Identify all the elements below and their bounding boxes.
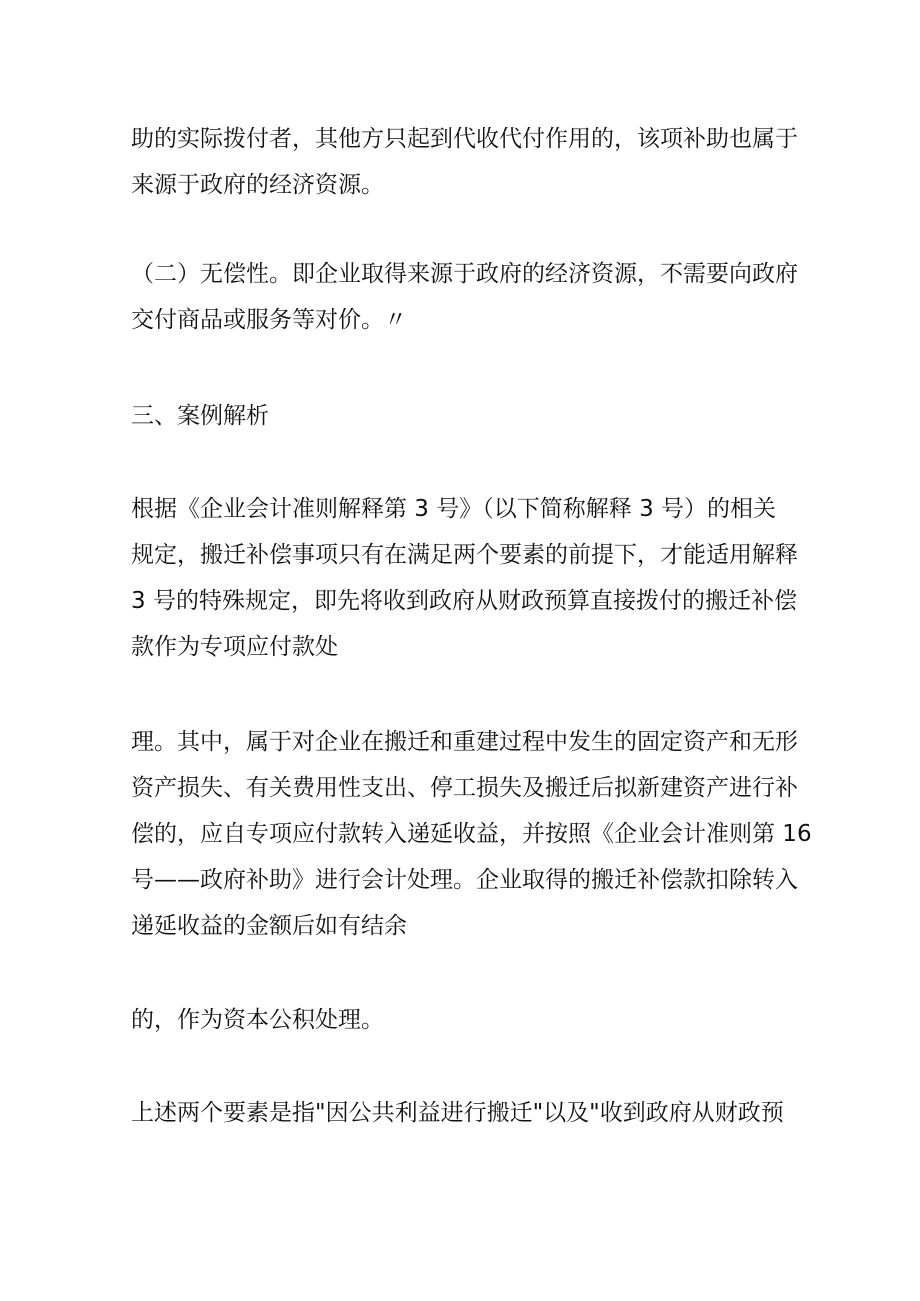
text-line: 三、案例解析: [131, 403, 269, 429]
text-line: 来源于政府的经济资源。: [131, 172, 384, 198]
text-line: 理。其中，属于对企业在搬迁和重建过程中发生的固定资产和无形: [131, 729, 798, 755]
text-line: 交付商品或服务等对价。〃: [131, 307, 407, 333]
text-line: 规定，搬迁补偿事项只有在满足两个要素的前提下，才能适用解释: [131, 542, 798, 568]
text-line: 偿的，应自专项应付款转入递延收益，并按照《企业会计准则第 16: [131, 821, 812, 847]
paragraph-deferred-income: [131, 719, 812, 949]
text-line: 助的实际拨付者，其他方只起到代收代付作用的，该项补助也属于: [131, 126, 798, 152]
text-line: （二）无偿性。即企业取得来源于政府的经济资源，不需要向政府: [131, 261, 798, 287]
paragraph-two-elements: [131, 1090, 803, 1136]
text-line: 资产损失、有关费用性支出、停工损失及搬迁后拟新建资产进行补: [131, 775, 798, 801]
paragraph-gratuitous: [131, 251, 803, 343]
text-line: 3 号的特殊规定，即先将收到政府从财政预算直接拨付的搬迁补偿: [131, 588, 797, 614]
paragraph-capital-reserve: [131, 997, 803, 1043]
text-line: 递延收益的金额后如有结余: [131, 913, 407, 939]
text-line: 号——政府补助》进行会计处理。企业取得的搬迁补偿款扣除转入: [131, 867, 798, 893]
paragraph-subsidy-payer: [131, 116, 803, 208]
text-line: 的，作为资本公积处理。: [131, 1007, 384, 1033]
text-line: 款作为专项应付款处: [131, 634, 338, 660]
text-line: 上述两个要素是指"因公共利益进行搬迁"以及"收到政府从财政预: [131, 1100, 784, 1126]
section-heading-case-analysis: [131, 393, 803, 439]
text-line: 根据《企业会计准则解释第 3 号》（以下简称解释 3 号）的相关: [131, 496, 777, 522]
paragraph-interpretation-3: [131, 486, 803, 670]
